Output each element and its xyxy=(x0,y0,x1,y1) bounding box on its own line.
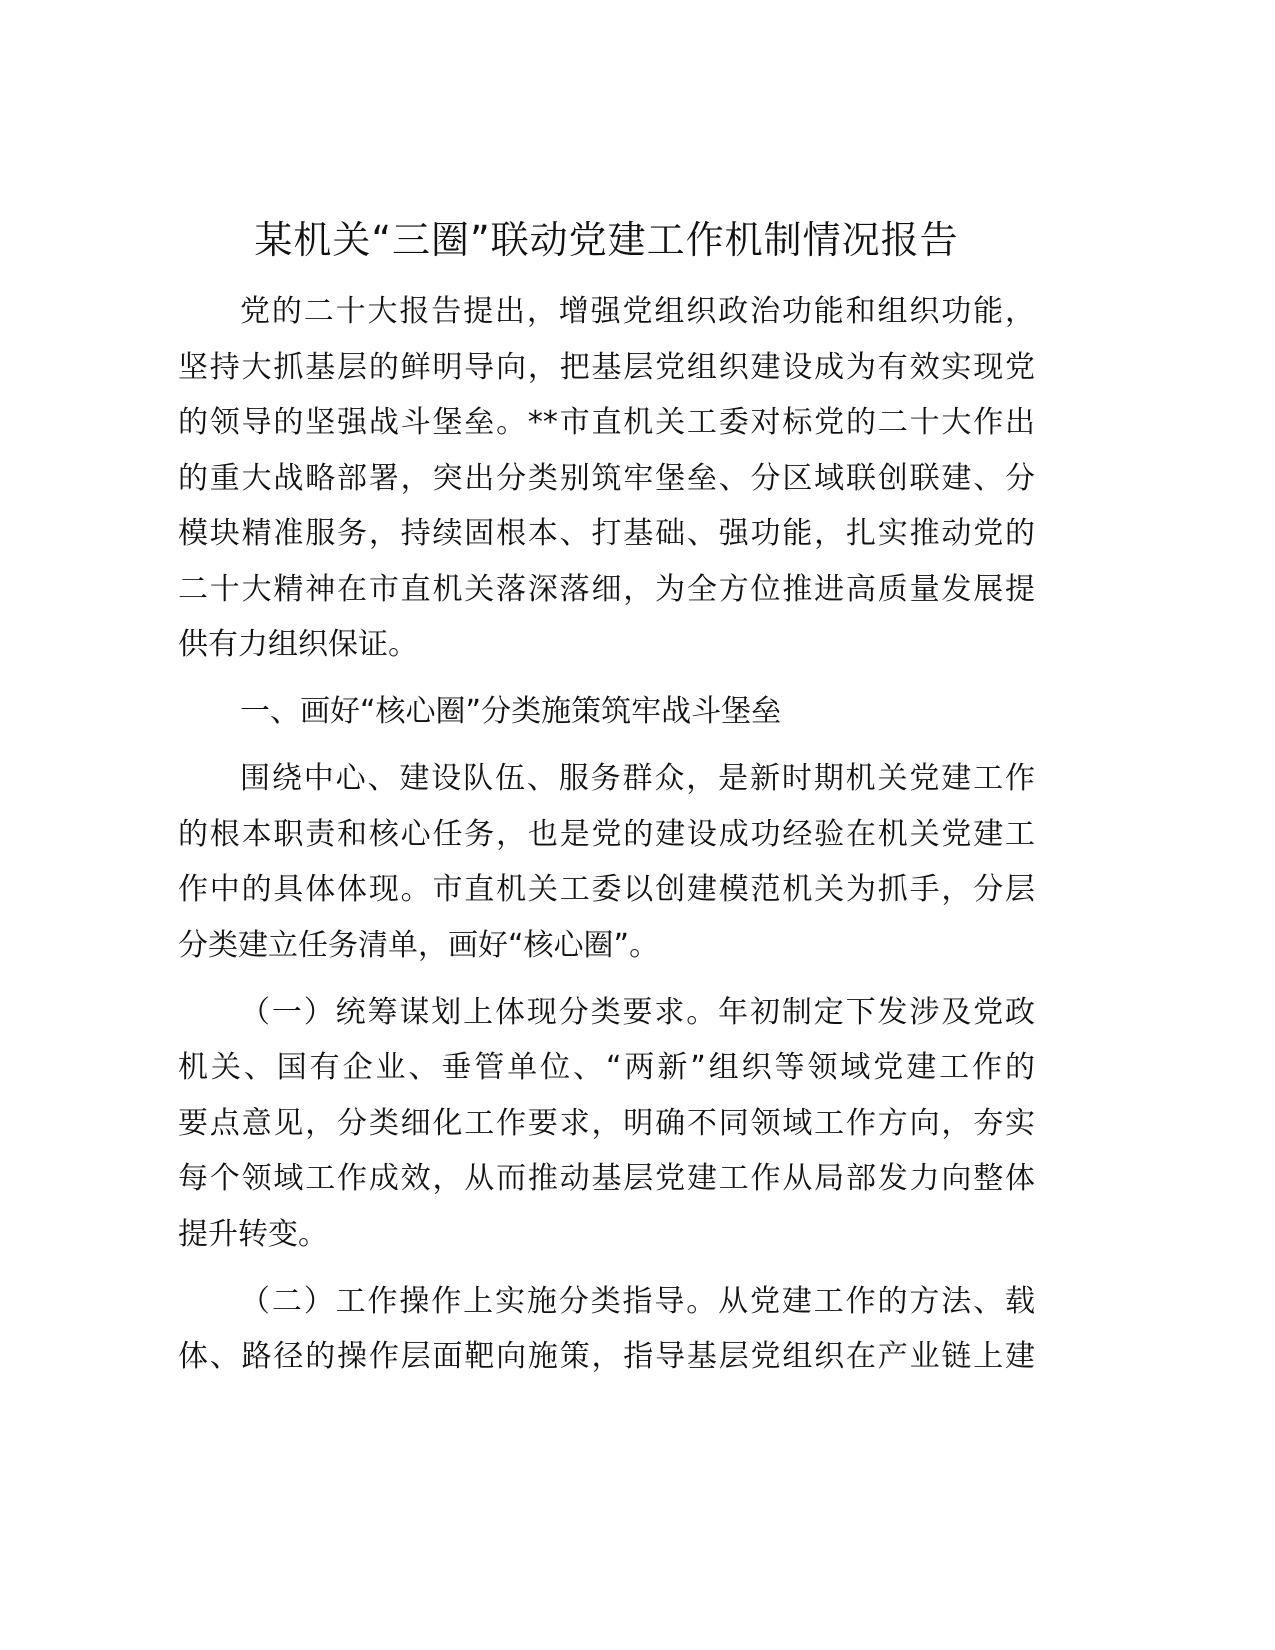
text-line: 的根本职责和核心任务，也是党的建设成功经验在机关党建工 xyxy=(178,816,1035,852)
text-line: 作中的具体体现。市直机关工委以创建模范机关为抓手，分层 xyxy=(178,872,1035,907)
text-line: 体、路径的操作层面靶向施策，指导基层党组织在产业链上建 xyxy=(178,1339,1035,1374)
text-line: 的领导的坚强战斗堡垒。**市直机关工委对标党的二十大作出 xyxy=(178,405,1035,440)
text-line: 供有力组织保证。 xyxy=(178,627,418,662)
text-line: 模块精准服务，持续固根本、打基础、强功能，扎实推动党的 xyxy=(178,516,1035,551)
paragraph xyxy=(178,985,1035,1263)
paragraph xyxy=(178,284,1035,673)
section-heading xyxy=(178,684,1035,740)
text-line: （二）工作操作上实施分类指导。从党建工作的方法、载 xyxy=(240,1283,1035,1319)
text-line: 机关、国有企业、垂管单位、“两新”组织等领域党建工作的 xyxy=(178,1050,1035,1085)
text-line: 提升转变。 xyxy=(178,1216,328,1252)
paragraph xyxy=(178,751,1035,973)
document-title: 某机关“三圈”联动党建工作机制情况报告 xyxy=(254,218,959,262)
text-line: 二十大精神在市直机关落深落细，为全方位推进高质量发展提 xyxy=(178,571,1035,607)
text-line: 的重大战略部署，突出分类别筑牢堡垒、分区域联创联建、分 xyxy=(178,460,1035,496)
text-line: 每个领域工作成效，从而推动基层党建工作从局部发力向整体 xyxy=(178,1161,1035,1196)
text-line: 围绕中心、建设队伍、服务群众，是新时期机关党建工作 xyxy=(240,761,1035,796)
text-line: 党的二十大报告提出，增强党组织政治功能和组织功能， xyxy=(240,294,1035,329)
text-line: 坚持大抓基层的鲜明导向，把基层党组织建设成为有效实现党 xyxy=(178,349,1035,385)
text-line: 要点意见，分类细化工作要求，明确不同领域工作方向，夯实 xyxy=(178,1105,1035,1141)
paragraph xyxy=(178,1274,1035,1385)
text-line: 一、画好“核心圈”分类施策筑牢战斗堡垒 xyxy=(240,694,782,729)
text-line: （一）统筹谋划上体现分类要求。年初制定下发涉及党政 xyxy=(240,994,1035,1030)
text-line: 分类建立任务清单，画好“核心圈”。 xyxy=(178,927,660,963)
document-body xyxy=(178,284,1035,1396)
